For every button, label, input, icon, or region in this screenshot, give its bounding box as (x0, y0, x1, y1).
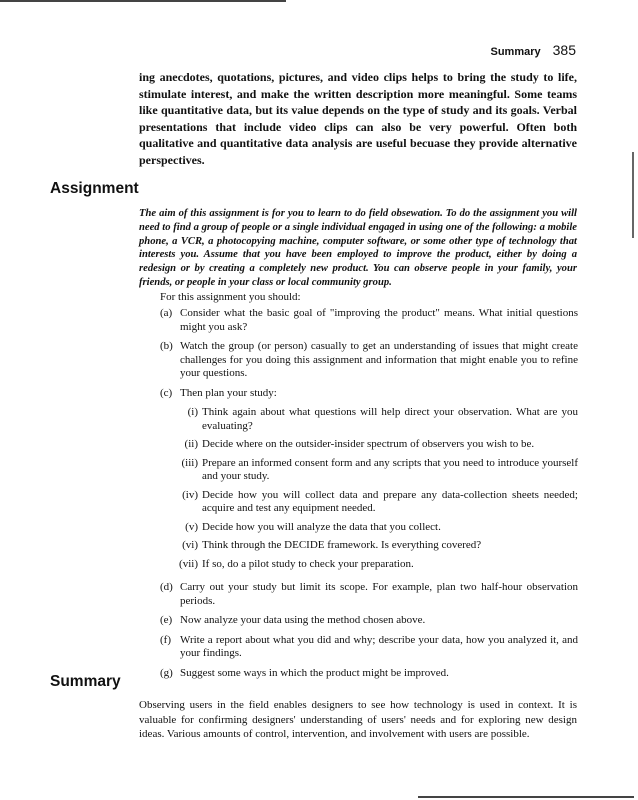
task-item-a (160, 307, 578, 334)
subtask-label: (iii) (181, 456, 198, 469)
running-head (491, 42, 577, 58)
assignment-lead: For this assignment you should: (160, 291, 301, 303)
subtask-item-vii (160, 558, 578, 572)
task-item-f (160, 634, 578, 661)
summary-heading: Summary (50, 673, 121, 690)
margin-change-bar (632, 152, 634, 238)
subtask-list (160, 406, 578, 571)
subtask-item-i (160, 406, 578, 433)
subtask-label: (v) (185, 520, 198, 533)
subtask-text: Prepare an informed consent form and any scripts that you need to introduce yourself and your study. (202, 456, 578, 482)
subtask-item-v (160, 521, 578, 535)
page-number: 385 (552, 42, 576, 58)
subtask-label: (ii) (184, 438, 198, 450)
task-label: (c) (160, 386, 173, 399)
task-item-c (160, 387, 578, 401)
subtask-label: (vii) (179, 557, 198, 570)
task-text: Consider what the basic goal of "improving the product" means. What initial questions might you ask? (180, 307, 578, 333)
subtask-text: Think through the DECIDE framework. Is everything covered? (202, 539, 482, 551)
subtask-label: (iv) (182, 488, 198, 501)
assignment-heading: Assignment (50, 180, 139, 197)
subtask-item-iv (160, 489, 578, 516)
subtask-text: Decide where on the outsider-insider spectrum of observers you wish to be. (202, 438, 535, 450)
task-label: (a) (160, 307, 173, 319)
subtask-text: If so, do a pilot study to check your preparation. (202, 557, 414, 570)
task-text: Then plan your study: (180, 386, 277, 399)
task-item-b (160, 340, 578, 381)
intro-paragraph: ing anecdotes, quotations, pictures, and video clips helps to bring the study to life, stimulate interest, and make the written description more meaningful. Some teams like quantitative data, but its value depends on the type of study and its goals. Verbal presentations that include video clips can also be very powerful. Often both qualitative and quantitative data analysis are useful becuase they provide alternative perspectives. (139, 70, 577, 167)
subtask-item-vi (160, 539, 578, 553)
subtask-label: (i) (187, 406, 198, 418)
task-label: (b) (160, 340, 173, 352)
task-text: Suggest some ways in which the product might be improved. (180, 666, 449, 679)
task-item-g (160, 667, 578, 681)
task-label: (g) (160, 666, 173, 679)
subtask-label: (vi) (182, 539, 198, 551)
task-text: Watch the group (or person) casually to get an understanding of issues that might create challenges for you doing this assignment and information that might enable you to refine your questions. (180, 340, 578, 379)
subtask-item-iii (160, 457, 578, 484)
subtask-item-ii (160, 438, 578, 452)
task-text: Carry out your study but limit its scope. For example, plan two half-hour observation periods. (180, 581, 578, 607)
running-head-title: Summary (490, 46, 541, 58)
summary-paragraph: Observing users in the field enables designers to see how technology is used in context. It is valuable for confirming designers' understanding of users' needs and for exploring new design ideas. Various amounts of control, intervention, and involvement with users are possible. (139, 699, 577, 740)
subtask-text: Think again about what questions will help direct your observation. What are you evaluating? (202, 406, 578, 432)
subtask-text: Decide how you will collect data and prepare any data-collection sheets needed; acquire and test any equipment needed. (202, 488, 578, 514)
task-item-d (160, 581, 578, 608)
task-text: Write a report about what you did and why; describe your data, how you analyzed it, and your findings. (180, 633, 578, 659)
subtask-text: Decide how you will analyze the data that you collect. (202, 520, 441, 533)
task-item-e (160, 614, 578, 628)
task-list (160, 307, 578, 686)
top-rule (0, 0, 286, 2)
task-text: Now analyze your data using the method chosen above. (180, 614, 426, 626)
task-label: (f) (160, 633, 171, 646)
bottom-rule (418, 796, 634, 798)
task-label: (d) (160, 581, 173, 593)
task-label: (e) (160, 614, 173, 626)
assignment-aim: The aim of this assignment is for you to learn to do field obsewation. To do the assignment you will need to find a group of people or a single individual engaged in using one of the following: a mobile phone, a VCR, a photocopying machine, computer software, or some other type of technology that interests you. Assume that you have been employed to improve the product, either by doing a redesign or by creating a completely new product. You can observe people in your family, your friends, or people in your class or local community group. (139, 208, 577, 288)
